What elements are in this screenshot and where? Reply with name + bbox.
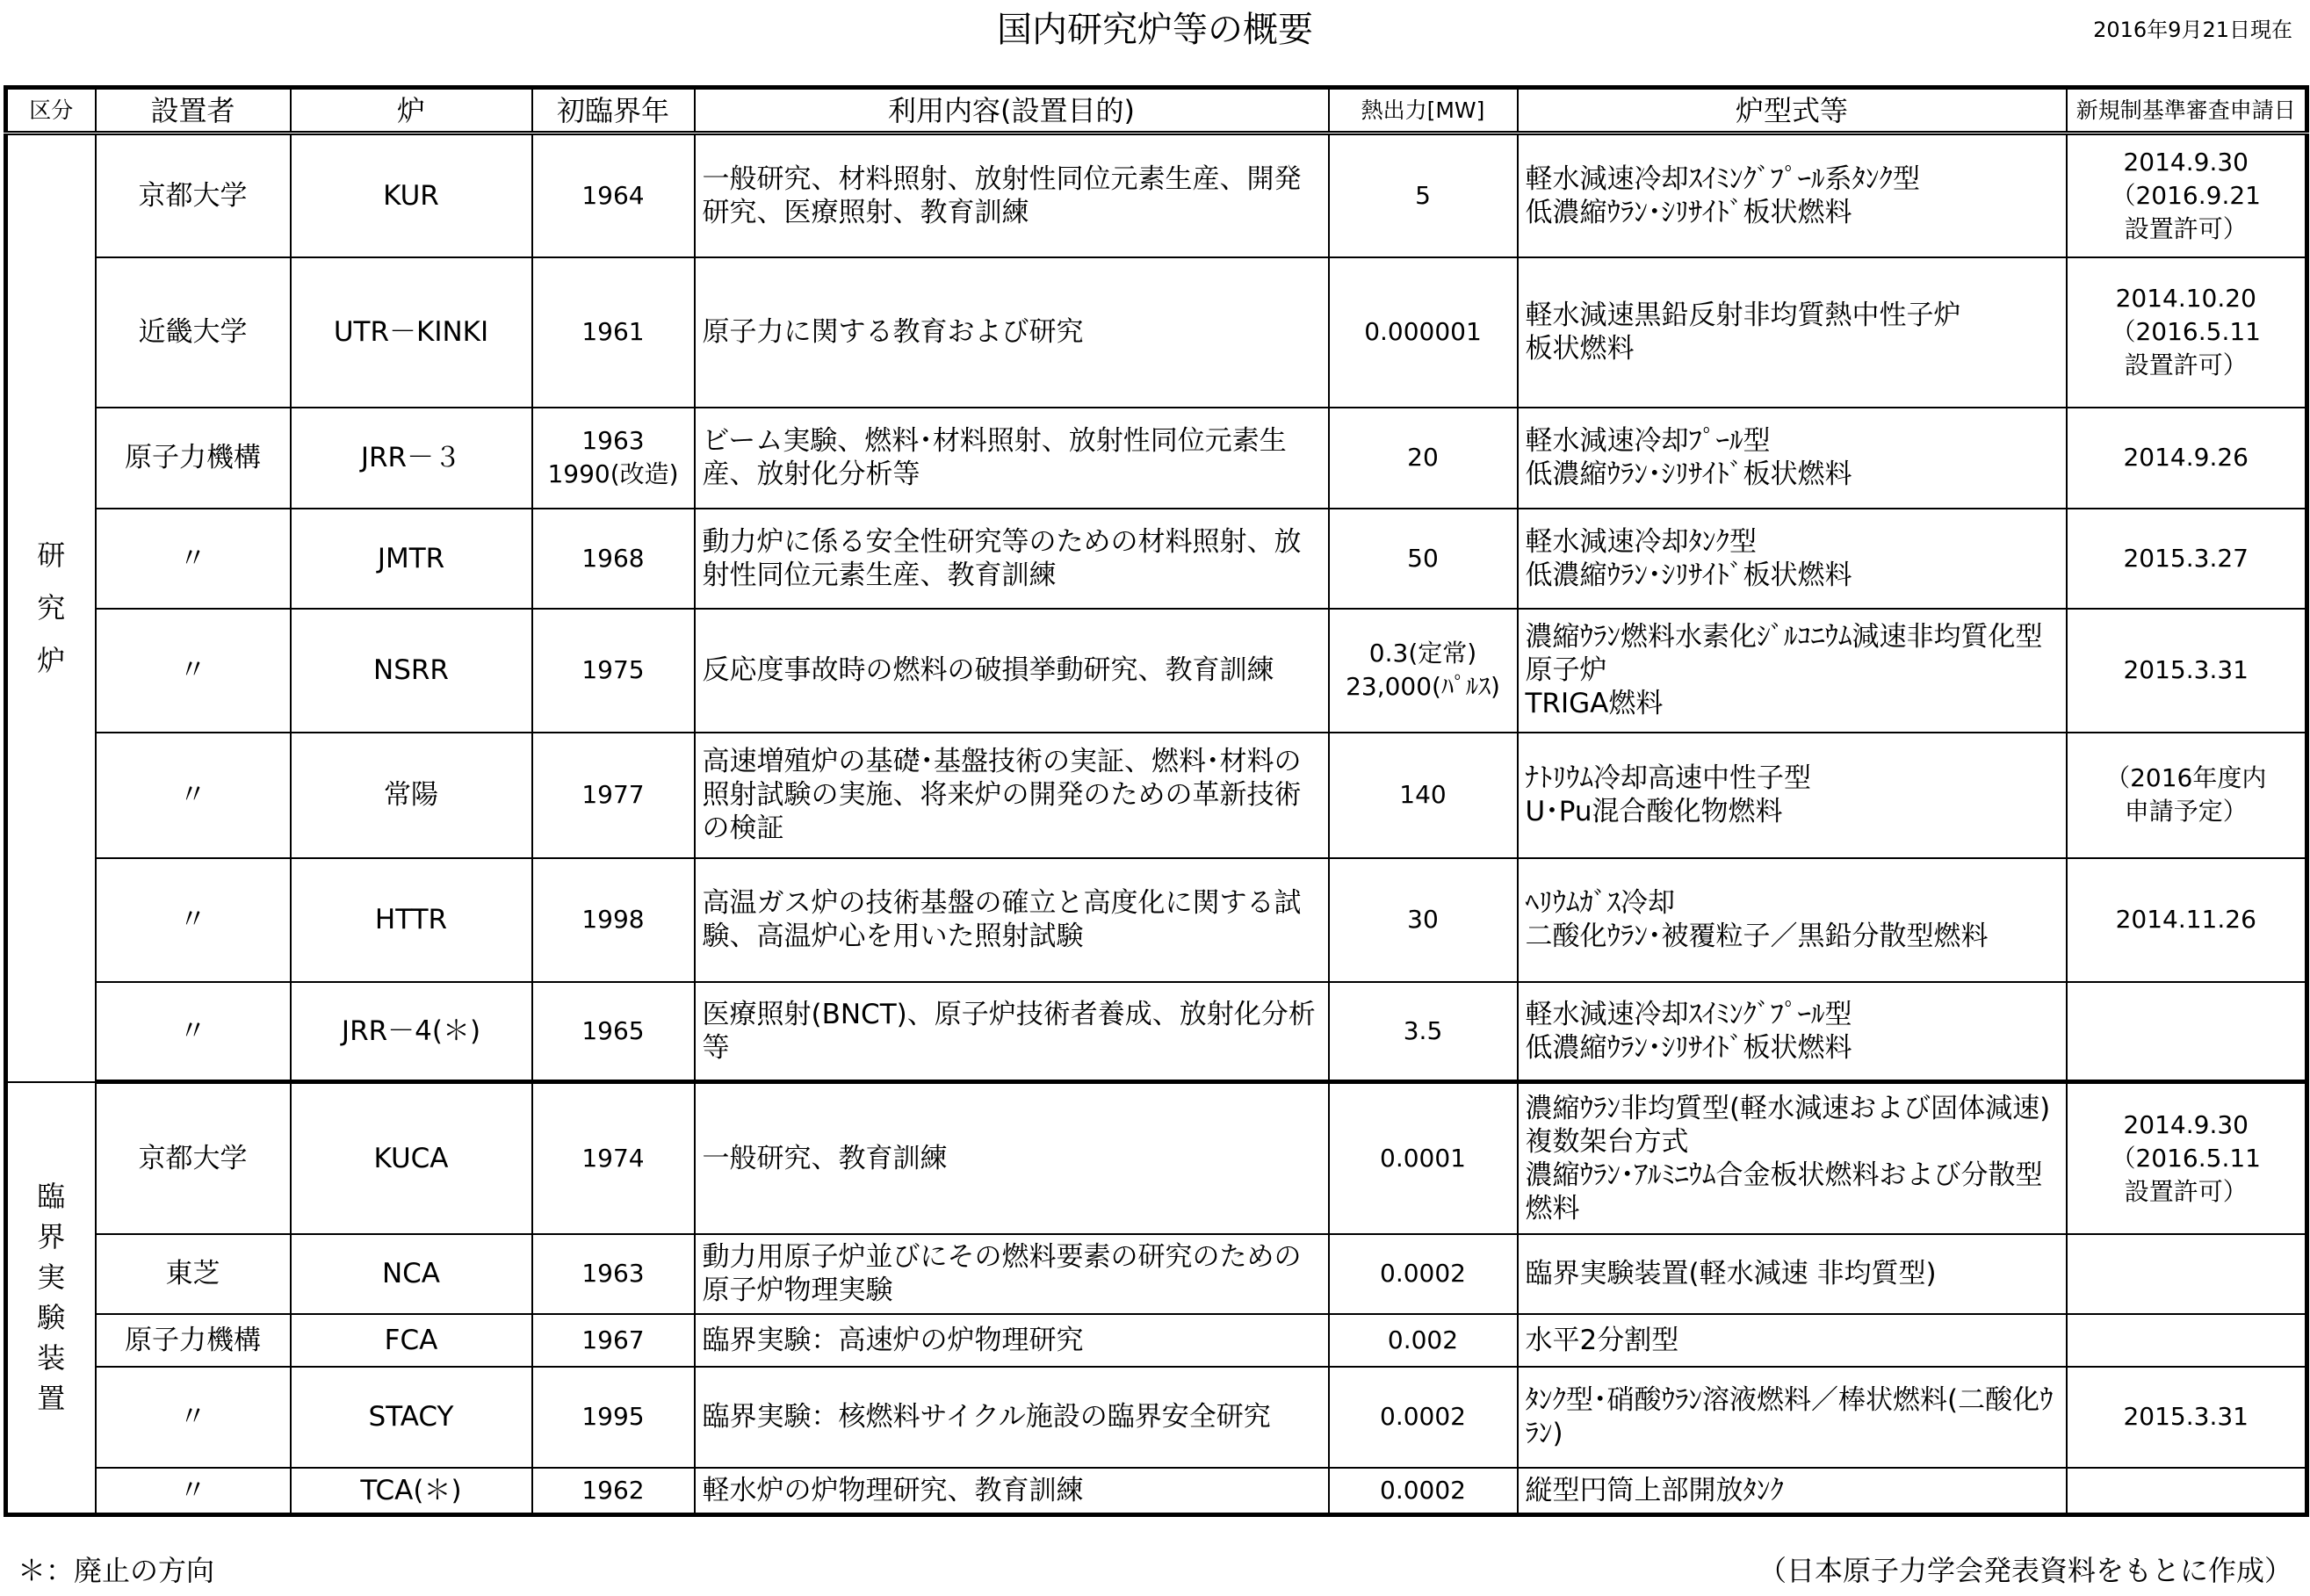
application-date-cell: 2014.11.26 <box>2067 858 2307 982</box>
reactor-type-cell: 軽水減速冷却ﾌﾟｰﾙ型 低濃縮ｳﾗﾝ･ｼﾘｻｲﾄﾞ板状燃料 <box>1518 408 2067 509</box>
first-criticality-cell: 1977 <box>532 733 695 858</box>
reactor-type-cell: ﾅﾄﾘｳﾑ冷却高速中性子型 U･Pu混合酸化物燃料 <box>1518 733 2067 858</box>
usage-cell: 臨界実験：核燃料サイクル施設の臨界安全研究 <box>695 1367 1329 1468</box>
usage-cell: 原子力に関する教育および研究 <box>695 257 1329 408</box>
thermal-power-cell: 0.000001 <box>1329 257 1518 408</box>
reactor-type-cell: 臨界実験装置(軽水減速 非均質型) <box>1518 1234 2067 1314</box>
thermal-power-cell: 50 <box>1329 509 1518 609</box>
first-criticality-cell: 1962 <box>532 1468 695 1515</box>
page-title: 国内研究炉等の概要 <box>997 10 1313 50</box>
first-criticality-cell: 1963 <box>532 1234 695 1314</box>
table-row <box>6 609 2307 733</box>
first-criticality-cell: 1974 <box>532 1082 695 1234</box>
reactor-type-cell: 軽水減速冷却ﾀﾝｸ型 低濃縮ｳﾗﾝ･ｼﾘｻｲﾄﾞ板状燃料 <box>1518 509 2067 609</box>
owner-cell: 〃 <box>96 733 291 858</box>
owner-cell: 〃 <box>96 1367 291 1468</box>
table-row <box>6 1314 2307 1367</box>
table-row <box>6 257 2307 408</box>
header-reactor-type: 炉型式等 <box>1518 88 2067 134</box>
table-row <box>6 1082 2307 1234</box>
header-category: 区分 <box>6 88 96 134</box>
reactor-type-cell: 濃縮ｳﾗﾝ燃料水素化ｼﾞﾙｺﾆｳﾑ減速非均質化型原子炉 TRIGA燃料 <box>1518 609 2067 733</box>
usage-cell: 高速増殖炉の基礎･基盤技術の実証、燃料･材料の照射試験の実施、将来炉の開発のための革新技術の検証 <box>695 733 1329 858</box>
application-date-cell: 2014.9.30 （2016.9.21 設置許可） <box>2067 134 2307 257</box>
owner-cell: 〃 <box>96 982 291 1082</box>
thermal-power-cell: 20 <box>1329 408 1518 509</box>
first-criticality-cell: 1961 <box>532 257 695 408</box>
application-date-cell <box>2067 982 2307 1082</box>
first-criticality-cell: 1967 <box>532 1314 695 1367</box>
first-criticality-cell: 1998 <box>532 858 695 982</box>
thermal-power-cell: 3.5 <box>1329 982 1518 1082</box>
reactor-cell: NSRR <box>291 609 532 733</box>
reactor-cell: TCA(＊) <box>291 1468 532 1515</box>
application-date-cell: （2016年度内 申請予定） <box>2067 733 2307 858</box>
owner-cell: 東芝 <box>96 1234 291 1314</box>
header-row <box>6 88 2307 134</box>
category-research-reactor: 研究炉 <box>6 134 96 1082</box>
usage-cell: 動力用原子炉並びにその燃料要素の研究のための原子炉物理実験 <box>695 1234 1329 1314</box>
header-owner: 設置者 <box>96 88 291 134</box>
first-criticality-cell: 1965 <box>532 982 695 1082</box>
application-date-cell: 2014.9.26 <box>2067 408 2307 509</box>
header-thermal-power: 熱出力[MW] <box>1329 88 1518 134</box>
reactor-type-cell: 軽水減速黒鉛反射非均質熱中性子炉 板状燃料 <box>1518 257 2067 408</box>
header-first-criticality: 初臨界年 <box>532 88 695 134</box>
reactor-type-cell: 縦型円筒上部開放ﾀﾝｸ <box>1518 1468 2067 1515</box>
usage-cell: 一般研究、教育訓練 <box>695 1082 1329 1234</box>
reactor-type-cell: 軽水減速冷却ｽｲﾐﾝｸﾞﾌﾟｰﾙ型 低濃縮ｳﾗﾝ･ｼﾘｻｲﾄﾞ板状燃料 <box>1518 982 2067 1082</box>
thermal-power-cell: 30 <box>1329 858 1518 982</box>
table-row <box>6 1234 2307 1314</box>
application-date-cell <box>2067 1234 2307 1314</box>
owner-cell: 原子力機構 <box>96 1314 291 1367</box>
as-of-date: 2016年9月21日現在 <box>2093 18 2292 42</box>
thermal-power-cell: 0.0002 <box>1329 1234 1518 1314</box>
application-date-cell: 2015.3.27 <box>2067 509 2307 609</box>
first-criticality-cell: 1963 1990(改造) <box>532 408 695 509</box>
source-note: （日本原子力学会発表資料をもとに作成） <box>1758 1554 2292 1587</box>
usage-cell: ビーム実験、燃料･材料照射、放射性同位元素生産、放射化分析等 <box>695 408 1329 509</box>
category-critical-assembly: 臨界実験装置 <box>6 1082 96 1515</box>
table-row <box>6 1468 2307 1515</box>
reactor-type-cell: 水平2分割型 <box>1518 1314 2067 1367</box>
footnote: ＊：廃止の方向 <box>18 1554 215 1587</box>
reactor-table <box>4 85 2309 1517</box>
reactor-cell: JRR－4(＊) <box>291 982 532 1082</box>
application-date-cell <box>2067 1314 2307 1367</box>
usage-cell: 反応度事故時の燃料の破損挙動研究、教育訓練 <box>695 609 1329 733</box>
reactor-type-cell: ﾀﾝｸ型･硝酸ｳﾗﾝ溶液燃料／棒状燃料(二酸化ｳﾗﾝ) <box>1518 1367 2067 1468</box>
reactor-cell: JMTR <box>291 509 532 609</box>
reactor-cell: HTTR <box>291 858 532 982</box>
reactor-cell: 常陽 <box>291 733 532 858</box>
reactor-cell: JRR－３ <box>291 408 532 509</box>
usage-cell: 臨界実験：高速炉の炉物理研究 <box>695 1314 1329 1367</box>
usage-cell: 医療照射(BNCT)、原子炉技術者養成、放射化分析等 <box>695 982 1329 1082</box>
owner-cell: 〃 <box>96 509 291 609</box>
table-row <box>6 509 2307 609</box>
reactor-type-cell: 濃縮ｳﾗﾝ非均質型(軽水減速および固体減速)複数架台方式 濃縮ｳﾗﾝ･ｱﾙﾐﾆｳﾑ合金板状燃料および分散型燃料 <box>1518 1082 2067 1234</box>
header-usage: 利用内容(設置目的) <box>695 88 1329 134</box>
table-row <box>6 134 2307 257</box>
reactor-cell: KUCA <box>291 1082 532 1234</box>
table-row <box>6 408 2307 509</box>
first-criticality-cell: 1975 <box>532 609 695 733</box>
first-criticality-cell: 1968 <box>532 509 695 609</box>
thermal-power-cell: 140 <box>1329 733 1518 858</box>
thermal-power-cell: 0.3(定常) 23,000(ﾊﾟﾙｽ) <box>1329 609 1518 733</box>
usage-cell: 軽水炉の炉物理研究、教育訓練 <box>695 1468 1329 1515</box>
header-reactor: 炉 <box>291 88 532 134</box>
first-criticality-cell: 1964 <box>532 134 695 257</box>
application-date-cell: 2015.3.31 <box>2067 1367 2307 1468</box>
application-date-cell: 2015.3.31 <box>2067 609 2307 733</box>
owner-cell: 原子力機構 <box>96 408 291 509</box>
owner-cell: 京都大学 <box>96 134 291 257</box>
reactor-cell: STACY <box>291 1367 532 1468</box>
reactor-cell: KUR <box>291 134 532 257</box>
usage-cell: 高温ガス炉の技術基盤の確立と高度化に関する試験、高温炉心を用いた照射試験 <box>695 858 1329 982</box>
thermal-power-cell: 5 <box>1329 134 1518 257</box>
usage-cell: 動力炉に係る安全性研究等のための材料照射、放射性同位元素生産、教育訓練 <box>695 509 1329 609</box>
table-row <box>6 858 2307 982</box>
reactor-cell: FCA <box>291 1314 532 1367</box>
first-criticality-cell: 1995 <box>532 1367 695 1468</box>
thermal-power-cell: 0.0001 <box>1329 1082 1518 1234</box>
thermal-power-cell: 0.0002 <box>1329 1367 1518 1468</box>
thermal-power-cell: 0.002 <box>1329 1314 1518 1367</box>
application-date-cell: 2014.9.30 （2016.5.11 設置許可） <box>2067 1082 2307 1234</box>
owner-cell: 〃 <box>96 609 291 733</box>
thermal-power-cell: 0.0002 <box>1329 1468 1518 1515</box>
reactor-type-cell: 軽水減速冷却ｽｲﾐﾝｸﾞﾌﾟｰﾙ系ﾀﾝｸ型 低濃縮ｳﾗﾝ･ｼﾘｻｲﾄﾞ板状燃料 <box>1518 134 2067 257</box>
usage-cell: 一般研究、材料照射、放射性同位元素生産、開発研究、医療照射、教育訓練 <box>695 134 1329 257</box>
reactor-cell: NCA <box>291 1234 532 1314</box>
owner-cell: 〃 <box>96 858 291 982</box>
application-date-cell: 2014.10.20 （2016.5.11 設置許可） <box>2067 257 2307 408</box>
owner-cell: 〃 <box>96 1468 291 1515</box>
reactor-cell: UTR－KINKI <box>291 257 532 408</box>
table-row <box>6 733 2307 858</box>
header-application-date: 新規制基準審査申請日 <box>2067 88 2307 134</box>
reactor-type-cell: ﾍﾘｳﾑｶﾞｽ冷却 二酸化ｳﾗﾝ･被覆粒子／黒鉛分散型燃料 <box>1518 858 2067 982</box>
application-date-cell <box>2067 1468 2307 1515</box>
owner-cell: 京都大学 <box>96 1082 291 1234</box>
table-row <box>6 1367 2307 1468</box>
owner-cell: 近畿大学 <box>96 257 291 408</box>
table-row <box>6 982 2307 1082</box>
